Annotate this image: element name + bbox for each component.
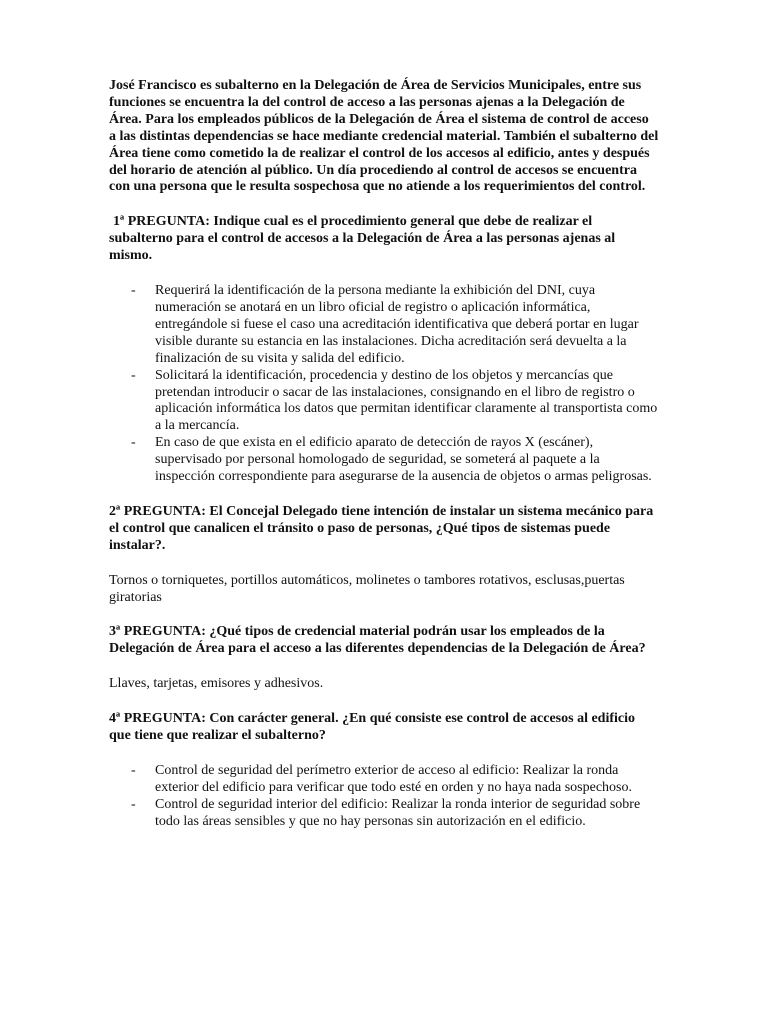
list-item: - Solicitará la identificación, procedencia y destino de los objetos y mercancías que pretendan introducir o sacar de las instalaciones, consignando en el libro de registro o aplicación informática los datos que permitan identificar claramente al transportista como a la mercancía. [131, 367, 658, 434]
answer-1-list [109, 283, 659, 486]
question-4: 4ª PREGUNTA: Con carácter general. ¿En qué consiste ese control de accesos al edificio que tiene que realizar el subalterno? [109, 711, 636, 744]
dash-bullet: - [131, 796, 136, 812]
dash-bullet: - [131, 763, 136, 778]
dash-bullet: - [131, 367, 136, 383]
intro-paragraph: José Francisco es subalterno en la Delegación de Área de Servicios Municipales, entre sus funciones se encuentra la del control de acceso a las personas ajenas a la Delegación de Área. Para los empleados públicos de la Delegación de Área el sistema de control de acceso a las distintas dependencias se hace mediante credencial material. También el subalterno del Área tiene como cometido la de realizar el control de los accesos al edificio, antes y después del horario de atención al público. Un día procediendo al control de accesos se encuentra con una persona que le resulta sospechosa que no atiende a los requerimientos del control. [109, 78, 659, 195]
answer-3: Llaves, tarjetas, emisores y adhesivos. [109, 676, 324, 692]
question-1: 1ª PREGUNTA: Indique cual es el procedimiento general que debe de realizar el subalterno para el control de accesos a la Delegación de Área a las personas ajenas al mismo. [109, 214, 616, 264]
answer-4-list [109, 763, 659, 831]
question-2: 2ª PREGUNTA: El Concejal Delegado tiene intención de instalar un sistema mecánico para el control que canalicen el tránsito o paso de personas, ¿Qué tipos de sistemas puede instalar?. [109, 503, 654, 553]
list-item: - Control de seguridad interior del edificio: Realizar la ronda interior de seguridad sobre todo las áreas sensibles y que no hay personas sin autorización en el edificio. [131, 796, 641, 829]
document-page [109, 78, 659, 849]
dash-bullet: - [131, 283, 136, 299]
question-3: 3ª PREGUNTA: ¿Qué tipos de credencial material podrán usar los empleados de la Delegación de Área para el acceso a las diferentes dependencias de la Delegación de Área? [109, 624, 646, 657]
list-item: - En caso de que exista en el edificio aparato de detección de rayos X (escáner), supervisado por personal homologado de seguridad, se someterá al paquete a la inspección correspondiente para asegurarse de la ausencia de objetos o armas peligrosas. [131, 435, 652, 485]
list-item: - Requerirá la identificación de la persona mediante la exhibición del DNI, cuya numeración se anotará en un libro oficial de registro o aplicación informática, entregándole si fuese el caso una acreditación identificativa que deberá portar en lugar visible durante su estancia en las instalaciones. Dicha acreditación será devuelta a la finalización de su visita y salida del edificio. [131, 283, 639, 366]
list-item: - Control de seguridad del perímetro exterior de acceso al edificio: Realizar la ronda exterior del edificio para verificar que todo esté en orden y no haya nada sospechoso. [131, 763, 632, 795]
answer-2: Tornos o torniquetes, portillos automáticos, molinetes o tambores rotativos, esclusas,puertas giratorias [109, 572, 625, 605]
dash-bullet: - [131, 435, 136, 451]
